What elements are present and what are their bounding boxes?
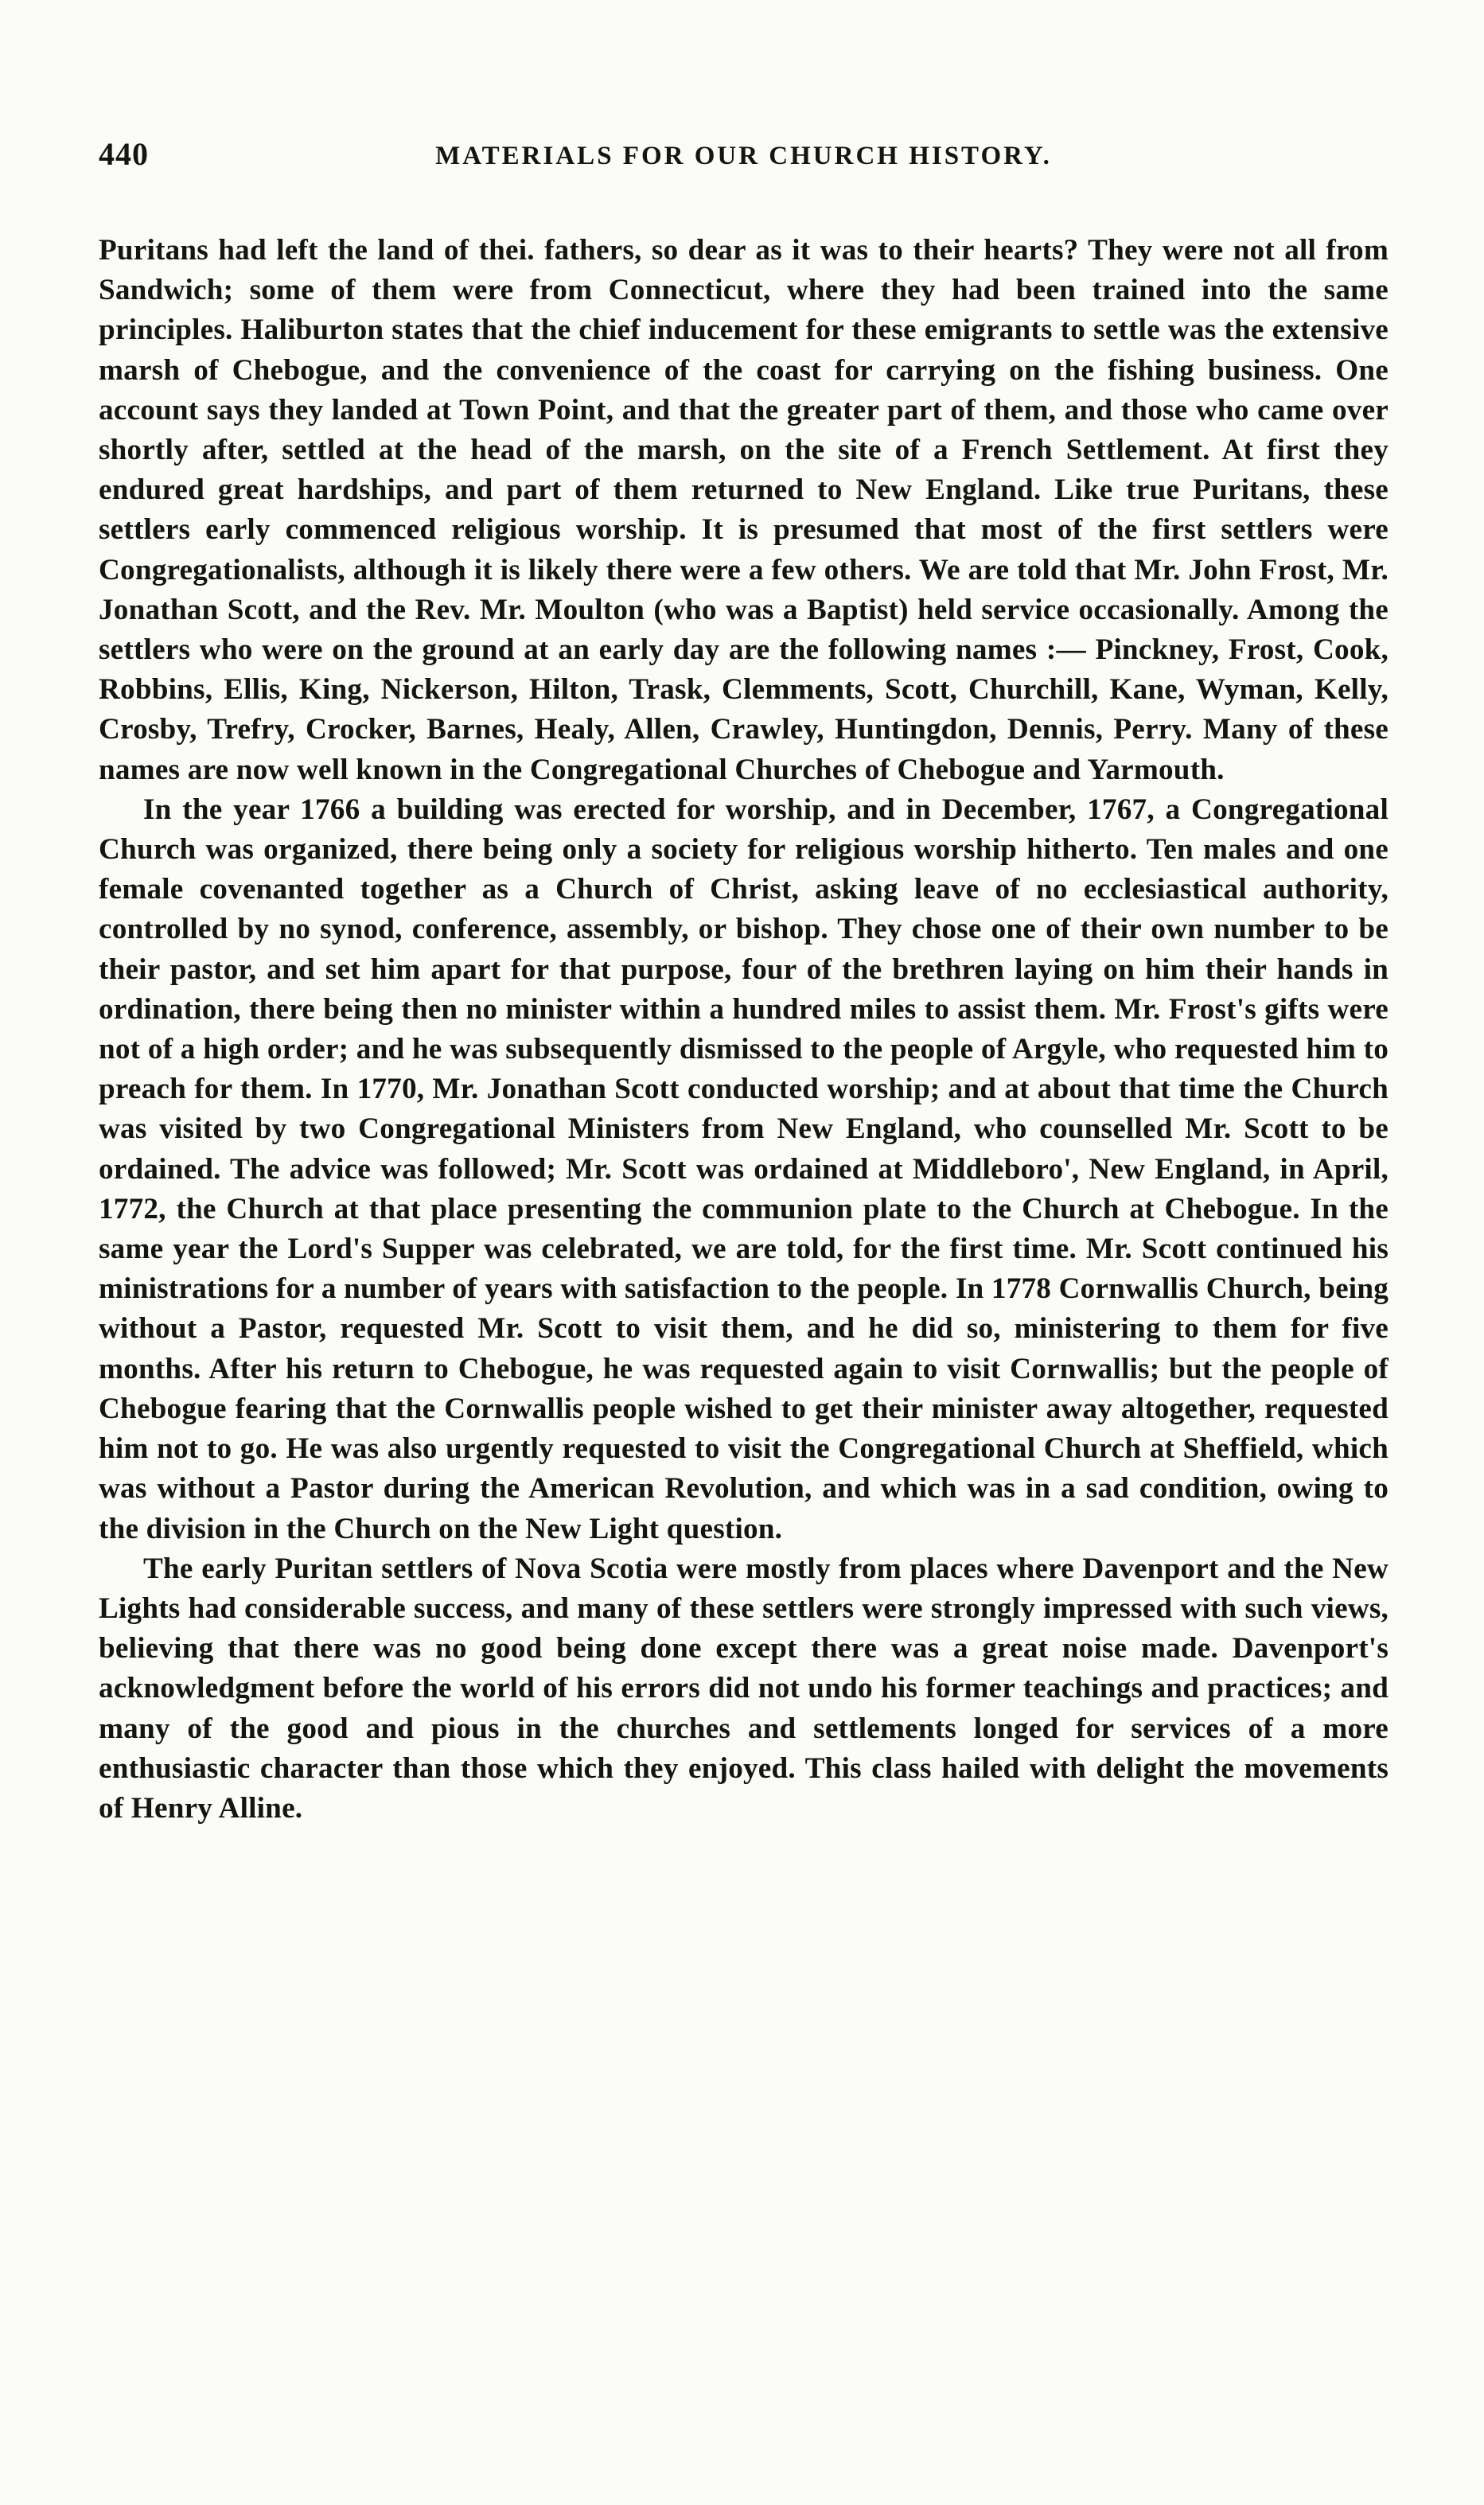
page-header xyxy=(99,135,1389,191)
body-text xyxy=(99,231,1389,1829)
page-number: 440 xyxy=(99,136,149,172)
paragraph: The early Puritan settlers of Nova Scotia were mostly from places where Davenport and the New Lights had considerable success, and many of these settlers were strongly impressed with such views, believing that there was no good being done except there was a great noise made. Davenport's acknowledgment before the world of his errors did not undo his former teachings and practices; and many of the good and pious in the churches and settlements longed for services of a more enthusiastic character than those which they enjoyed. This class hailed with delight the movements of Henry Alline. xyxy=(99,1552,1389,1825)
paragraph: Puritans had left the land of thei. fathers, so dear as it was to their hearts? They were not all from Sandwich; some of them were from Connecticut, where they had been trained into the same principles. Haliburton states that the chief inducement for these emigrants to settle was the extensive marsh of Chebogue, and the convenience of the coast for carrying on the fishing business. One account says they landed at Town Point, and that the greater part of them, and those who came over shortly after, settled at the head of the marsh, on the site of a French Settlement. At first they endured great hardships, and part of them returned to New England. Like true Puritans, these settlers early commenced religious worship. It is presumed that most of the first settlers were Congregationalists, although it is likely there were a few others. We are told that Mr. John Frost, Mr. Jonathan Scott, and the Rev. Mr. Moulton (who was a Baptist) held service occasionally. Among the settlers who were on the ground at an early day are the following names :— Pinckney, Frost, Cook, Robbins, Ellis, King, Nickerson, Hilton, Trask, Clemments, Scott, Churchill, Kane, Wyman, Kelly, Crosby, Trefry, Crocker, Barnes, Healy, Allen, Crawley, Huntingdon, Dennis, Perry. Many of these names are now well known in the Congregational Churches of Chebogue and Yarmouth. xyxy=(99,234,1389,786)
paragraph: In the year 1766 a building was erected for worship, and in December, 1767, a Congregational Church was organized, there being only a society for religious worship hitherto. Ten males and one female covenanted together as a Church of Christ, asking leave of no ecclesiastical authority, controlled by no synod, conference, assembly, or bishop. They chose one of their own number to be their pastor, and set him apart for that purpose, four of the brethren laying on him their hands in ordination, there being then no minister within a hundred miles to assist them. Mr. Frost's gifts were not of a high order; and he was subsequently dismissed to the people of Argyle, who requested him to preach for them. In 1770, Mr. Jonathan Scott conducted worship; and at about that time the Church was visited by two Congregational Ministers from New England, who counselled Mr. Scott to be ordained. The advice was followed; Mr. Scott was ordained at Middleboro', New England, in April, 1772, the Church at that place presenting the communion plate to the Church at Chebogue. In the same year the Lord's Supper was celebrated, we are told, for the first time. Mr. Scott continued his ministrations for a number of years with satisfaction to the people. In 1778 Cornwallis Church, being without a Pastor, requested Mr. Scott to visit them, and he did so, ministering to them for five months. After his return to Chebogue, he was requested again to visit Cornwallis; but the people of Chebogue fearing that the Cornwallis people wished to get their minister away altogether, requested him not to go. He was also urgently requested to visit the Congregational Church at Sheffield, which was without a Pastor during the American Revolution, and which was in a sad condition, owing to the division in the Church on the New Light question. xyxy=(99,793,1389,1545)
running-title: MATERIALS FOR OUR CHURCH HISTORY. xyxy=(435,142,1052,170)
